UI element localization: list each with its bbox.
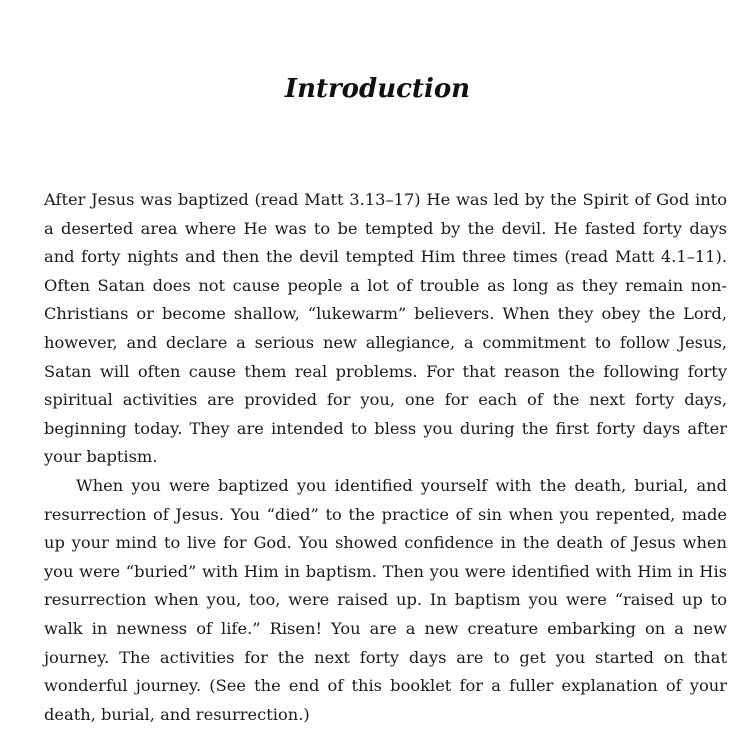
- paragraph-1: After Jesus was baptized (read Matt 3.13–17) He was led by the Spirit of God into a deserted area where He was to be tempted by the devil. He fasted forty days and forty nights and then the devil tempted Him three times (read Matt 4.1–11). Often Satan does not cause people a lot of trouble as long as they remain non-Christians or become shallow, “lukewarm” believers. When they obey the Lord, however, and declare a serious new allegiance, a commitment to follow Jesus, Satan will often cause them real problems. For that reason the following forty spiritual activities are provided for you, one for each of the next forty days, beginning today. They are intended to bless you during the first forty days after your baptism.: [44, 190, 727, 467]
- body-text: [44, 186, 727, 729]
- paragraph-2: When you were baptized you identified yourself with the death, burial, and resurrection of Jesus. You “died” to the practice of sin when you repented, made up your mind to live for God. You showed confidence in the death of Jesus when you were “buried” with Him in baptism. Then you were identified with Him in His resurrection when you, too, were raised up. In baptism you were “raised up to walk in newness of life.” Risen! You are a new creature embarking on a new journey. The activities for the next forty days are to get you started on that wonderful journey. (See the end of this booklet for a fuller explanation of your death, burial, and resurrection.): [44, 475, 727, 724]
- page-title: Introduction: [284, 74, 471, 104]
